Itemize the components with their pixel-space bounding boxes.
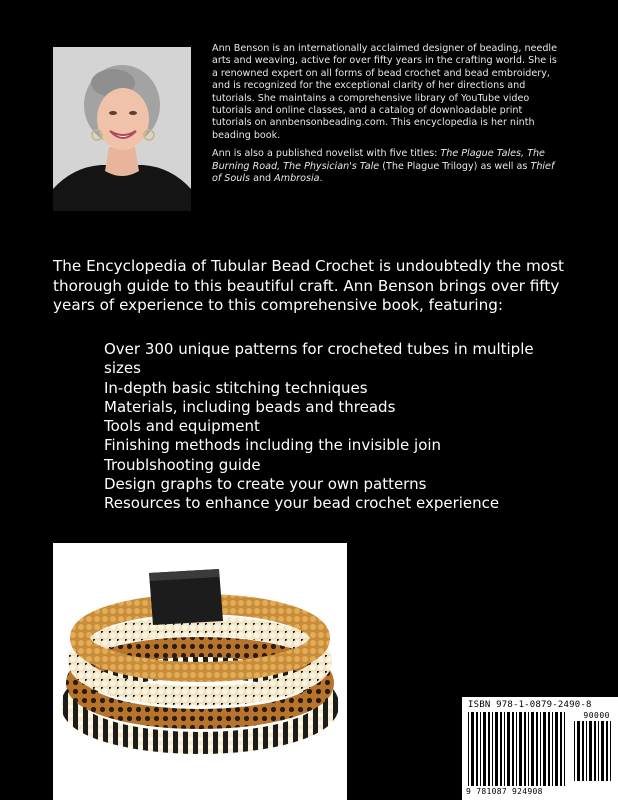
list-item: Materials, including beads and threads [104, 397, 396, 416]
author-photo [53, 47, 191, 211]
isbn-text: ISBN 978-1-0879-2490-8 [468, 700, 592, 710]
list-item: Over 300 unique patterns for crocheted tubes in multiple sizes [104, 340, 534, 378]
list-item: Resources to enhance your bead crochet experience [104, 494, 500, 513]
bracelet-photo [53, 543, 347, 800]
novel-title-thief: Thief of Souls [212, 160, 555, 185]
list-item: Finishing methods including the invisible join [104, 436, 442, 455]
ean-digits: 9 781087 924908 [466, 787, 543, 796]
list-item: Troublshooting guide [104, 455, 261, 474]
barcode-label [462, 697, 618, 800]
novel-title-ambrosia: Ambrosia [274, 173, 320, 185]
list-item: Tools and equipment [104, 417, 260, 436]
bio-paragraph-1: Ann Benson is an internationally acclaimed designer of beading, needle arts and weaving, active for over fifty years in the crafting world. She is a renowned expert on all forms of bead crochet and bead embroidery, and is recognized for the exceptional clarity of her directions and tutorials. She maintains a comprehensive library of YouTube video tutorials and online classes, and a catalog of downloadable print tutorials on annbensonbeading.com. This encyclopedia is her ninth beading book. [212, 43, 558, 141]
list-item: In-depth basic stitching techniques [104, 378, 368, 397]
price-barcode [574, 721, 612, 781]
feature-list [104, 340, 574, 514]
author-bio [212, 43, 557, 191]
ean-barcode [468, 712, 568, 786]
book-description: The Encyclopedia of Tubular Bead Crochet is undoubtedly the most thorough guide to this beautiful craft. Ann Benson brings over fifty years of experience to this comprehensive book, featuring: [53, 257, 564, 314]
novel-titles: The Plague Tales, The Burning Road, The Physician's Tale [212, 148, 545, 172]
bio-paragraph-2: Ann is also a published novelist with five titles: The Plague Tales, The Burning Road, The Physician's Tale (The Plague Trilogy) as well as Thief of Souls and Ambrosia. [212, 148, 555, 185]
price-code: 90000 [583, 711, 610, 720]
list-item: Design graphs to create your own patterns [104, 475, 427, 494]
